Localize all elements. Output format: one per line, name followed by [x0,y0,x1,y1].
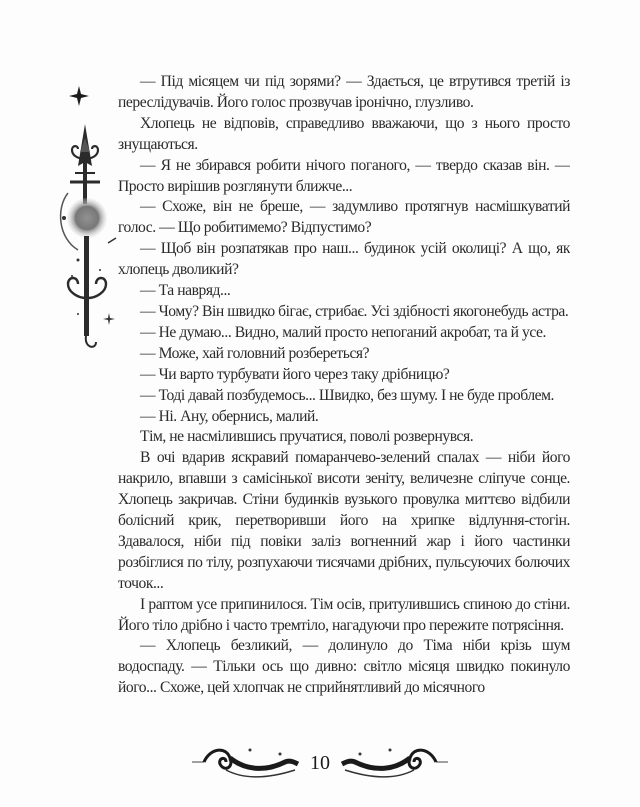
paragraph: — Щоб він розпатякав про наш... будинок усій околиці? А що, як хлопець дволикий? [118,240,570,279]
paragraph: І раптом усе припинилося. Тім осів, притулившись спиною до стіни. Його тіло дрібно і часто тремтіло, нагадуючи про пережите потрясіння. [118,595,570,634]
paragraph: — Може, хай головний розбереться? [140,344,370,362]
sword-star-ornament-icon [50,78,120,378]
paragraph: Тім, не насмілившись пручатися, поволі розвернувся. [140,428,474,446]
page-footer [190,740,450,790]
paragraph: — Не думаю... Видно, малий просто непоганий акробат, та й усе. [140,323,546,341]
body-text [118,72,570,722]
paragraph: В очі вдарив яскравий помаранчево-зелений спалах — ніби його накрило, впавши з самісінької висоти зеніту, величезне сліпуче сонце. Хлопець закричав. Стіни будинків вузького провулка миттєво відбили болісний крик, перетворивши його на хрипке відлуння-стогін. Здавалося, ніби під повіки заліз вогненний жар і його частинки розбіглися по тілу, розпухаючи тисячами дрібних, пульсуючих болючих точок... [118,449,570,592]
paragraph: — Я не збирався робити нічого поганого, — твердо сказав він. — Просто вирішив розглянути ближче... [118,156,570,195]
paragraph: — Чому? Він швидко бігає, стрибає. Усі здібності якогонебудь астра. [140,302,569,320]
paragraph: — Ні. Ану, обернись, малий. [140,407,319,425]
paragraph: — Чи варто турбувати його через таку дрібницю? [140,365,450,383]
paragraph: — Та навряд... [140,282,231,300]
paragraph: — Схоже, він не бреше, — задумливо протягнув насмішкуватий голос. — Що робитимемо? Відпустимо? [118,198,570,237]
paragraph: — Під місяцем чи під зорями? — Здається, це втрутився третій із переслідувачів. Його голос прозвучав іронічно, глузливо. [118,73,570,111]
page-number: 10 [300,750,340,776]
paragraph: — Хлопець безликий, — долинуло до Тіма ніби крізь шум водоспаду. — Тільки ось що дивно: світло місяця швидко покинуло його... Схоже, цей хлопчак не сприйнятливий до місячного [118,637,570,697]
paragraph: — Тоді давай позбудемось... Швидко, без шуму. І не буде проблем. [140,386,554,404]
paragraph: Хлопець не відповів, справедливо вважаючи, що з нього просто знущаються. [118,114,570,153]
